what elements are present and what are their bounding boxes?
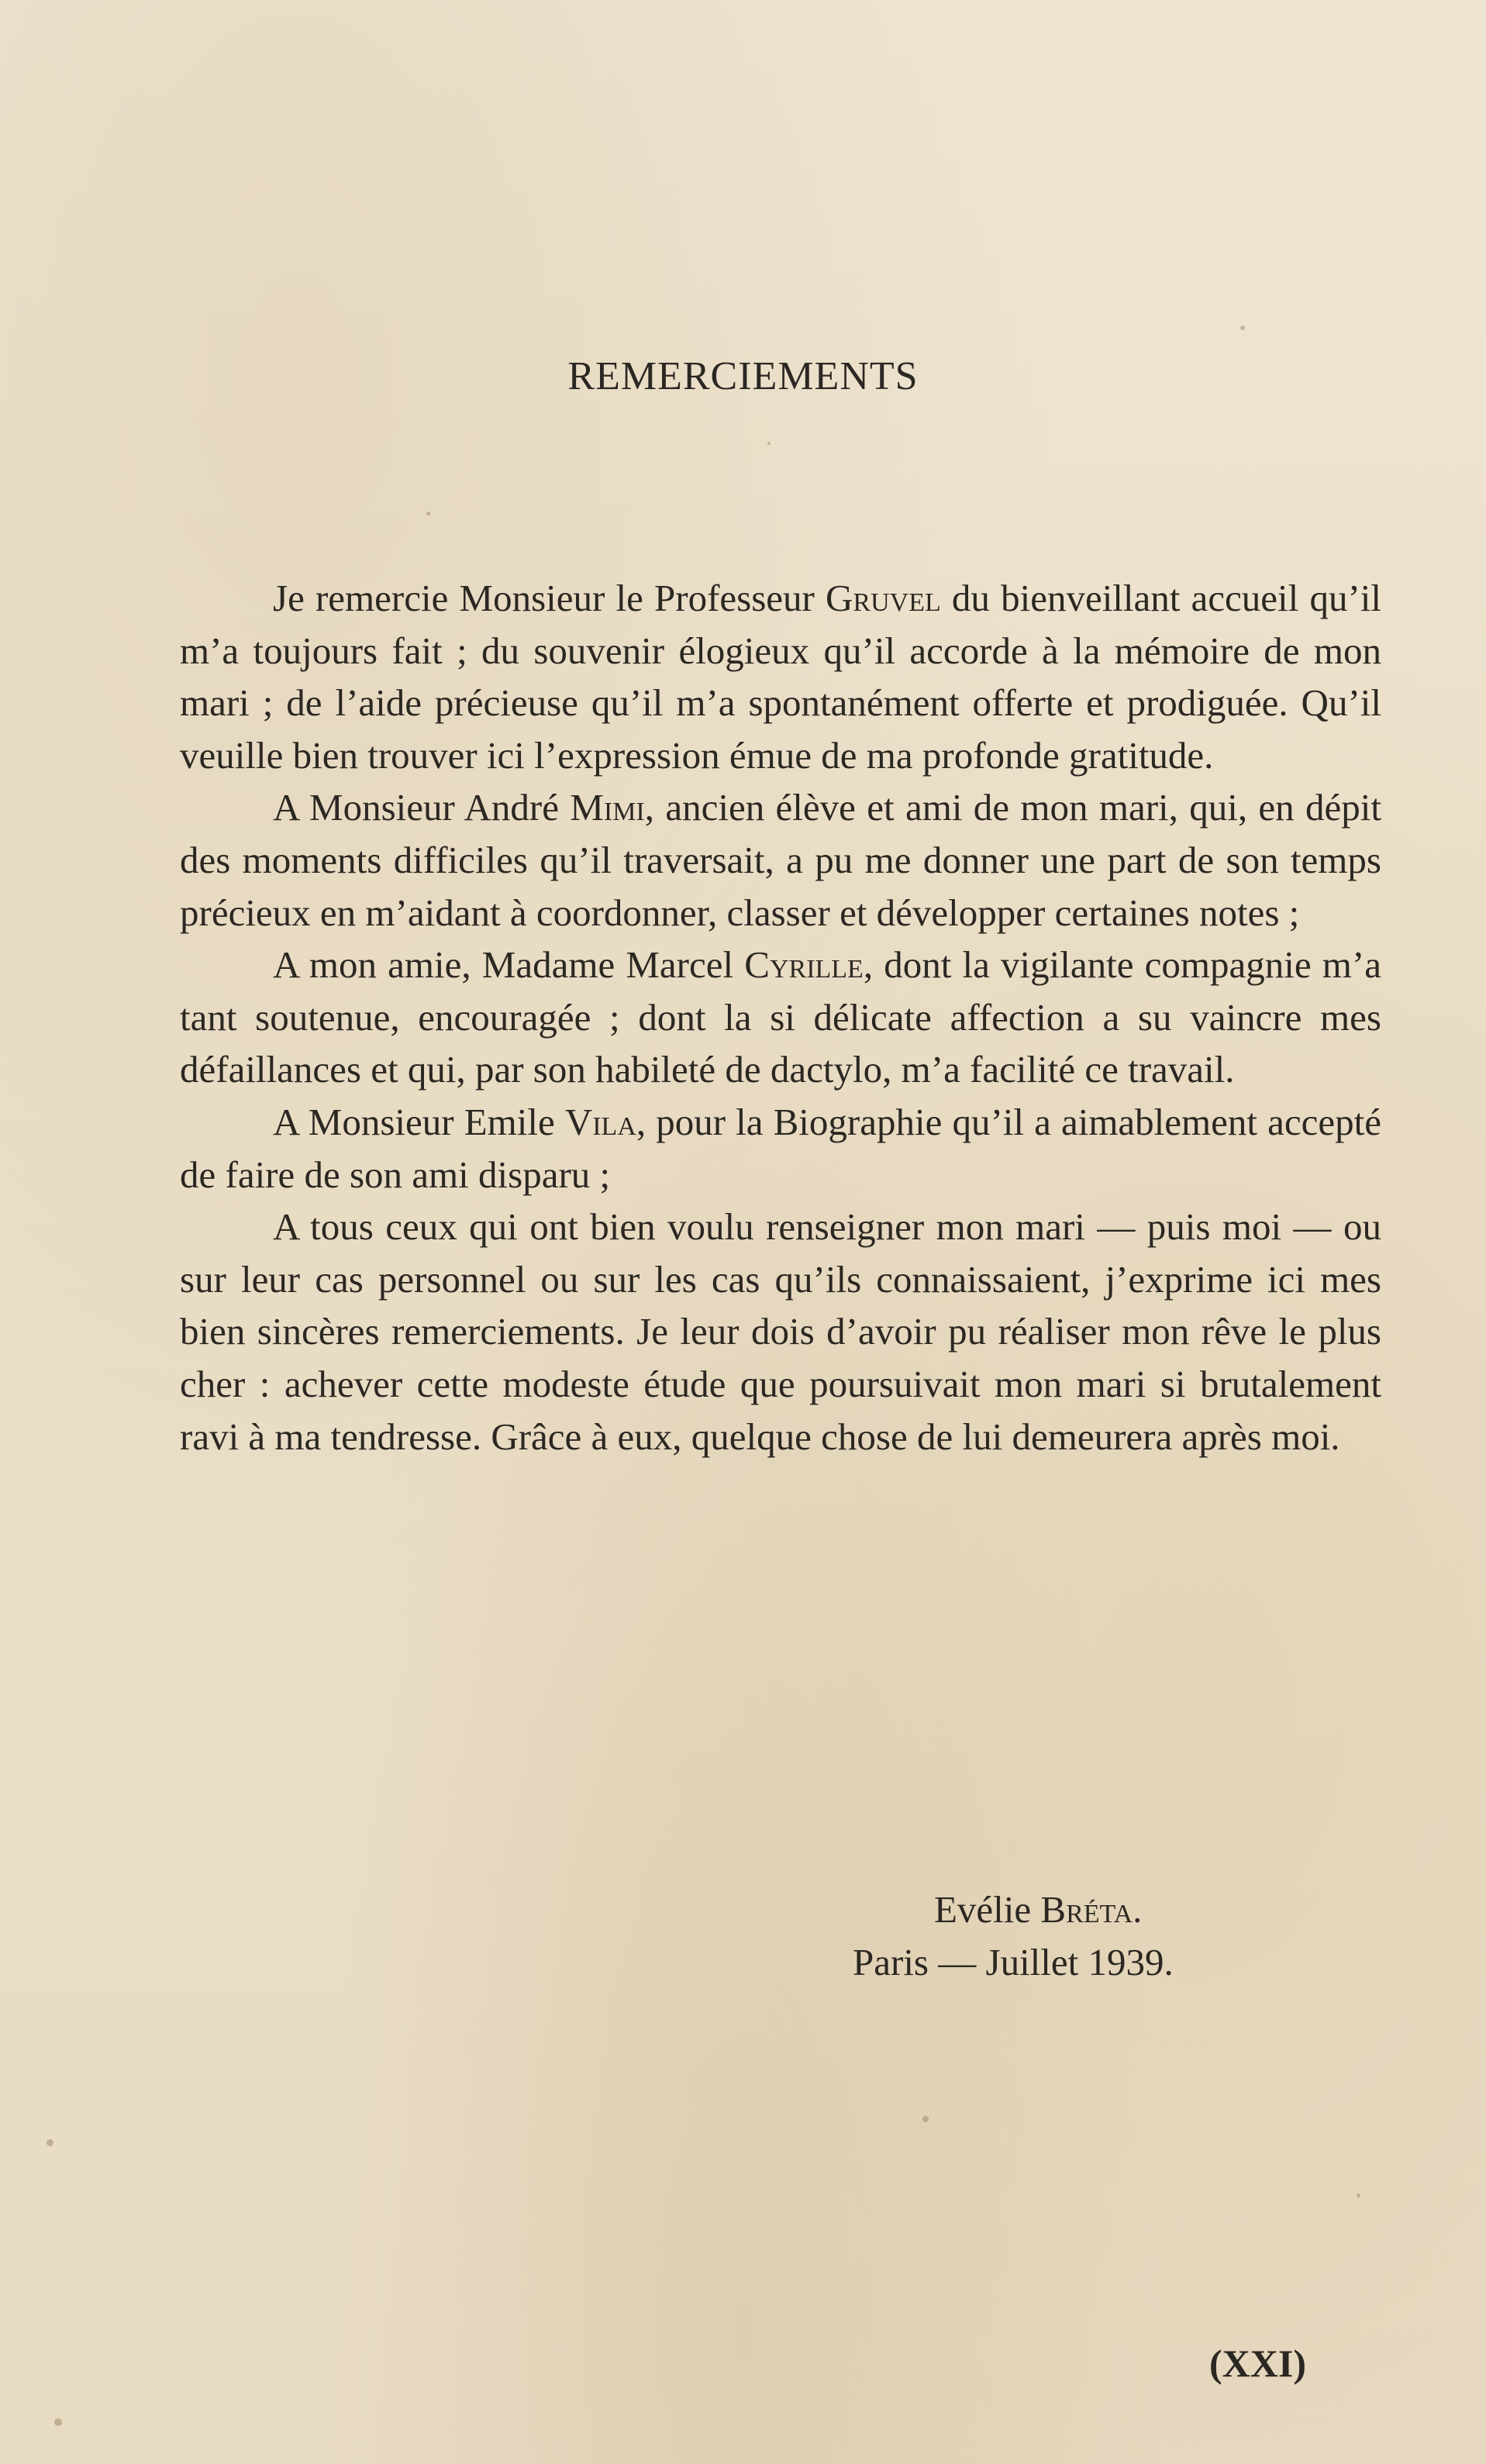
paragraph-4 xyxy=(180,1096,1381,1201)
person-name: Mimi xyxy=(570,786,645,829)
signature-period: . xyxy=(1133,1888,1143,1931)
paper-speck xyxy=(767,442,771,445)
paper-speck xyxy=(1357,2193,1360,2197)
paragraph-text: , dont la vigilante compagnie m’a tant soutenue, encouragée ; dont la si délicate affection a su vaincre mes défaillances et qui, par son habileté de dactylo, m’a facilité ce travail. xyxy=(180,943,1381,1091)
person-name: Cyrille xyxy=(744,943,864,987)
signature-first-name: Evélie xyxy=(934,1888,1041,1931)
person-name: Vila xyxy=(564,1100,636,1143)
paragraph-text: , pour la Biographie qu’il a aimablement accepté de faire de son ami disparu ; xyxy=(180,1100,1381,1196)
paragraph-text: A Monsieur André xyxy=(273,786,571,829)
paper-speck xyxy=(47,2139,53,2146)
paragraph-5 xyxy=(180,1201,1381,1463)
paragraph-2 xyxy=(180,781,1381,939)
paragraph-1 xyxy=(180,572,1381,781)
body-text xyxy=(180,572,1381,1463)
paper-speck xyxy=(1240,326,1245,330)
paper-speck xyxy=(426,512,430,515)
page-title: REMERCIEMENTS xyxy=(567,354,919,398)
signature-place-date: Paris — Juillet 1939. xyxy=(853,1941,1174,1983)
person-name: Gruvel xyxy=(826,577,941,619)
paragraph-text: A tous ceux qui ont bien voulu renseigner mon mari — puis moi — ou sur leur cas personnel ou sur les cas qu’ils connaissaient, j’exprime ici mes bien sincères remerciements. Je leur dois d’avoir pu réaliser mon rêve le plus cher : achever cette modeste étude que poursuivait mon mari si brutalement ravi à ma tendresse. Grâce à eux, quelque chose de lui demeurera après moi. xyxy=(180,1205,1381,1458)
signature-name xyxy=(934,1883,1142,1936)
paper-speck xyxy=(922,2116,929,2122)
paragraph-3 xyxy=(180,939,1381,1096)
paragraph-text: Je remercie Monsieur le Professeur xyxy=(273,577,826,619)
paragraph-text: , ancien élève et ami de mon mari, qui, en dépit des moments difficiles qu’il traversait, a pu me donner une part de son temps précieux en m’aidant à coordonner, classer et développer certaines notes ; xyxy=(180,786,1382,934)
paragraph-text: du bienveillant accueil qu’il m’a toujours fait ; du souvenir élogieux qu’il accorde à la mémoire de mon mari ; de l’aide précieuse qu’il m’a spontanément offerte et prodiguée. Qu’il veuille bien trouver ici l’expression émue de ma profonde gratitude. xyxy=(180,577,1381,777)
paragraph-text: A Monsieur Emile xyxy=(273,1100,565,1143)
page-number: (XXI) xyxy=(1209,2342,1306,2385)
paper-speck xyxy=(54,2418,62,2426)
paragraph-text: A mon amie, Madame Marcel xyxy=(273,943,745,987)
signature-surname: Bréta xyxy=(1040,1888,1133,1931)
